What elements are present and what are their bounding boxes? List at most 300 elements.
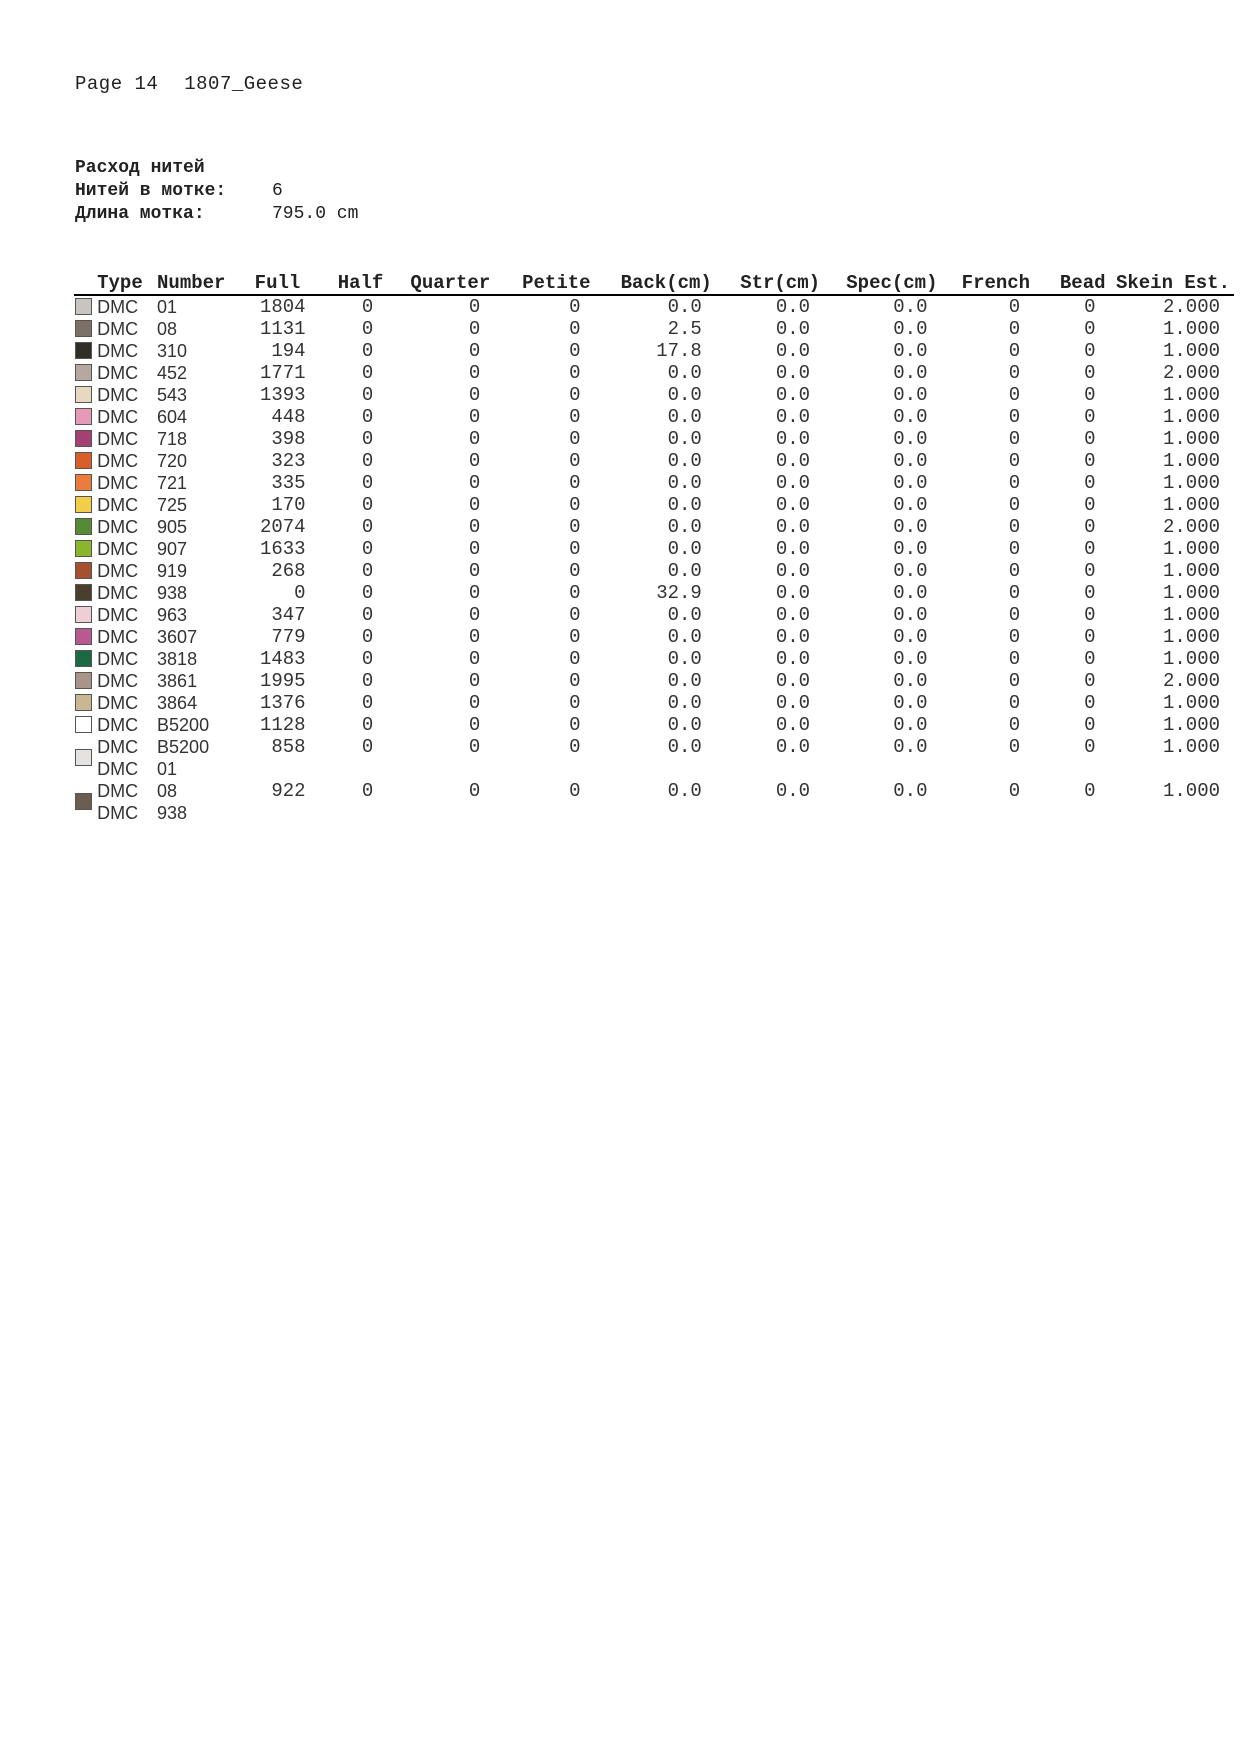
cell-petite: 0 — [569, 582, 581, 604]
thread-number: 604 — [157, 407, 188, 427]
cell-back: 2.5 — [667, 318, 702, 340]
cell-full: 1633 — [259, 538, 306, 560]
cell-skein: 1.000 — [1162, 340, 1220, 362]
cell-bead: 0 — [1084, 736, 1096, 758]
cell-back: 0.0 — [667, 406, 702, 428]
cell-full: 2074 — [259, 516, 306, 538]
cell-back: 0.0 — [667, 714, 702, 736]
thread-number: 3818 — [157, 649, 198, 669]
cell-back: 0.0 — [667, 604, 702, 626]
color-swatch-cell — [74, 340, 97, 362]
cell-petite: 0 — [569, 670, 581, 692]
cell-french: 0 — [1008, 670, 1021, 692]
cell-french: 0 — [1008, 780, 1021, 802]
cell-skein: 2.000 — [1162, 296, 1220, 318]
thread-summary — [75, 157, 358, 226]
cell-skein: 1.000 — [1162, 582, 1220, 604]
cell-french: 0 — [1008, 560, 1021, 582]
cell-spec: 0.0 — [893, 450, 928, 472]
blend-row — [74, 780, 1234, 824]
cell-skein: 1.000 — [1162, 626, 1220, 648]
color-swatch-cell — [74, 318, 97, 340]
cell-quarter: 0 — [468, 714, 481, 736]
cell-str: 0.0 — [775, 428, 811, 450]
cell-quarter: 0 — [468, 670, 481, 692]
cell-spec: 0.0 — [893, 428, 928, 450]
cell-quarter: 0 — [468, 604, 481, 626]
cell-petite: 0 — [569, 384, 581, 406]
cell-back: 0.0 — [667, 538, 702, 560]
cell-bead: 0 — [1084, 296, 1096, 318]
cell-quarter: 0 — [468, 450, 481, 472]
thread-number: 963 — [157, 605, 188, 625]
blend-number-2: 938 — [157, 803, 188, 823]
cell-quarter: 0 — [468, 362, 481, 384]
cell-petite: 0 — [569, 714, 581, 736]
cell-skein: 1.000 — [1162, 780, 1220, 802]
cell-half: 0 — [361, 670, 374, 692]
cell-spec: 0.0 — [893, 692, 928, 714]
cell-full: 858 — [271, 736, 306, 758]
thread-type: DMC — [97, 473, 139, 493]
table-row — [74, 340, 1234, 362]
table-body — [74, 295, 1234, 824]
color-swatch — [75, 749, 92, 766]
table-row — [74, 648, 1234, 670]
cell-petite: 0 — [569, 560, 581, 582]
color-swatch-cell — [74, 692, 97, 714]
cell-full: 1376 — [259, 692, 306, 714]
cell-petite: 0 — [569, 626, 581, 648]
cell-half: 0 — [361, 538, 374, 560]
table-row — [74, 516, 1234, 538]
cell-back: 0.0 — [667, 428, 702, 450]
cell-skein: 2.000 — [1162, 362, 1220, 384]
thread-number: 718 — [157, 429, 188, 449]
cell-bead: 0 — [1084, 538, 1096, 560]
cell-french: 0 — [1008, 296, 1021, 318]
cell-bead: 0 — [1084, 714, 1096, 736]
color-swatch — [75, 672, 92, 689]
color-swatch-cell — [74, 626, 97, 648]
thread-type: DMC — [97, 561, 139, 581]
blend-type-1: DMC — [97, 737, 139, 757]
table-row — [74, 362, 1234, 384]
cell-back: 0.0 — [667, 516, 702, 538]
cell-petite: 0 — [569, 538, 581, 560]
cell-full: 335 — [271, 472, 306, 494]
thread-type: DMC — [97, 319, 139, 339]
table-row — [74, 428, 1234, 450]
thread-type: DMC — [97, 297, 139, 317]
cell-half: 0 — [361, 296, 374, 318]
thread-type: DMC — [97, 341, 139, 361]
color-swatch — [75, 628, 92, 645]
cell-str: 0.0 — [775, 340, 811, 362]
cell-half: 0 — [361, 428, 374, 450]
cell-bead: 0 — [1084, 340, 1096, 362]
thread-number: 452 — [157, 363, 188, 383]
color-swatch-cell — [74, 362, 97, 384]
cell-half: 0 — [361, 384, 374, 406]
thread-number — [157, 736, 235, 780]
cell-str: 0.0 — [775, 714, 811, 736]
cell-french: 0 — [1008, 626, 1021, 648]
color-swatch-cell — [74, 714, 97, 736]
cell-spec: 0.0 — [893, 626, 928, 648]
cell-half: 0 — [361, 626, 374, 648]
cell-back: 0.0 — [667, 450, 702, 472]
cell-str: 0.0 — [775, 406, 811, 428]
cell-spec: 0.0 — [893, 560, 928, 582]
strands-value: 6 — [272, 181, 283, 201]
cell-bead: 0 — [1084, 362, 1096, 384]
cell-spec: 0.0 — [893, 648, 928, 670]
color-swatch-cell — [74, 648, 97, 670]
cell-bead: 0 — [1084, 582, 1096, 604]
cell-quarter: 0 — [468, 428, 481, 450]
thread-number: 3861 — [157, 671, 198, 691]
cell-french: 0 — [1008, 406, 1021, 428]
cell-full: 1771 — [259, 362, 306, 384]
cell-half: 0 — [361, 318, 374, 340]
header-french: French — [941, 268, 1034, 295]
thread-type: DMC — [97, 583, 139, 603]
cell-quarter: 0 — [468, 692, 481, 714]
cell-full: 194 — [271, 340, 306, 362]
cell-french: 0 — [1008, 736, 1021, 758]
cell-half: 0 — [361, 604, 374, 626]
thread-type: DMC — [97, 649, 139, 669]
header-type: Type — [97, 268, 157, 295]
thread-type: DMC — [97, 385, 139, 405]
cell-french: 0 — [1008, 648, 1021, 670]
cell-spec: 0.0 — [893, 406, 928, 428]
cell-half: 0 — [361, 494, 374, 516]
thread-type: DMC — [97, 517, 139, 537]
cell-half: 0 — [361, 450, 374, 472]
cell-full: 347 — [271, 604, 306, 626]
cell-quarter: 0 — [468, 626, 481, 648]
blend-type-1: DMC — [97, 781, 139, 801]
cell-bead: 0 — [1084, 494, 1096, 516]
cell-skein: 1.000 — [1162, 472, 1220, 494]
color-swatch — [75, 562, 92, 579]
cell-skein: 1.000 — [1162, 714, 1220, 736]
cell-half: 0 — [361, 472, 374, 494]
cell-petite: 0 — [569, 494, 581, 516]
cell-bead: 0 — [1084, 560, 1096, 582]
cell-skein: 2.000 — [1162, 516, 1220, 538]
cell-bead: 0 — [1084, 450, 1096, 472]
cell-petite: 0 — [569, 362, 581, 384]
header-half: Half — [320, 268, 388, 295]
color-swatch-cell — [74, 406, 97, 428]
header-skein-est: Skein Est. — [1110, 268, 1234, 295]
cell-str: 0.0 — [775, 670, 811, 692]
cell-petite: 0 — [569, 692, 581, 714]
cell-back: 0.0 — [667, 472, 702, 494]
cell-petite: 0 — [569, 604, 581, 626]
table-row — [74, 318, 1234, 340]
page-number: Page 14 — [75, 73, 159, 95]
cell-skein: 1.000 — [1162, 450, 1220, 472]
summary-title: Расход нитей — [75, 158, 205, 178]
blend-number-2: 01 — [157, 759, 178, 779]
cell-bead: 0 — [1084, 648, 1096, 670]
thread-type: DMC — [97, 671, 139, 691]
color-swatch — [75, 364, 92, 381]
cell-petite: 0 — [569, 406, 581, 428]
cell-skein: 1.000 — [1162, 538, 1220, 560]
blend-row — [74, 736, 1234, 780]
cell-back: 17.8 — [656, 340, 702, 362]
cell-french: 0 — [1008, 384, 1021, 406]
skein-length-value: 795.0 cm — [272, 204, 359, 224]
thread-number: 01 — [157, 297, 178, 317]
cell-french: 0 — [1008, 538, 1021, 560]
cell-french: 0 — [1008, 428, 1021, 450]
cell-petite: 0 — [569, 296, 581, 318]
thread-number: 721 — [157, 473, 188, 493]
cell-back: 0.0 — [667, 560, 702, 582]
table-row — [74, 450, 1234, 472]
cell-full: 1804 — [259, 296, 306, 318]
cell-full: 1995 — [259, 670, 306, 692]
cell-bead: 0 — [1084, 516, 1096, 538]
cell-french: 0 — [1008, 318, 1021, 340]
table-row — [74, 560, 1234, 582]
thread-number — [157, 780, 235, 824]
blend-type-2: DMC — [97, 803, 139, 823]
thread-type: DMC — [97, 693, 139, 713]
table-row — [74, 494, 1234, 516]
color-swatch — [75, 474, 92, 491]
color-swatch-cell — [74, 604, 97, 626]
cell-full: 922 — [271, 780, 306, 802]
header-back: Back(cm) — [595, 268, 716, 295]
thread-type: DMC — [97, 627, 139, 647]
thread-type: DMC — [97, 407, 139, 427]
cell-quarter: 0 — [468, 296, 481, 318]
strands-label: Нитей в мотке: — [75, 181, 227, 201]
color-swatch-cell — [74, 582, 97, 604]
cell-str: 0.0 — [775, 362, 811, 384]
cell-back: 32.9 — [656, 582, 702, 604]
cell-skein: 1.000 — [1162, 494, 1220, 516]
cell-bead: 0 — [1084, 406, 1096, 428]
header-petite: Petite — [494, 268, 594, 295]
cell-spec: 0.0 — [893, 538, 928, 560]
header-full: Full — [235, 268, 319, 295]
cell-spec: 0.0 — [893, 494, 928, 516]
thread-number: 905 — [157, 517, 188, 537]
cell-bead: 0 — [1084, 780, 1096, 802]
cell-half: 0 — [361, 516, 374, 538]
cell-half: 0 — [361, 406, 374, 428]
thread-table — [74, 268, 1234, 824]
cell-half: 0 — [361, 692, 374, 714]
cell-bead: 0 — [1084, 626, 1096, 648]
header-str: Str(cm) — [716, 268, 824, 295]
blend-type-2: DMC — [97, 759, 139, 779]
cell-french: 0 — [1008, 472, 1021, 494]
thread-number: 725 — [157, 495, 188, 515]
table-row — [74, 538, 1234, 560]
cell-french: 0 — [1008, 494, 1021, 516]
table-row — [74, 670, 1234, 692]
cell-quarter: 0 — [468, 538, 481, 560]
header-swatch — [74, 268, 97, 295]
thread-number: 3864 — [157, 693, 198, 713]
cell-half: 0 — [361, 362, 374, 384]
cell-spec: 0.0 — [893, 582, 928, 604]
cell-back: 0.0 — [667, 780, 702, 802]
color-swatch-cell — [74, 560, 97, 582]
cell-bead: 0 — [1084, 670, 1096, 692]
cell-bead: 0 — [1084, 384, 1096, 406]
cell-bead: 0 — [1084, 692, 1096, 714]
cell-str: 0.0 — [775, 472, 811, 494]
cell-french: 0 — [1008, 582, 1021, 604]
table-row — [74, 295, 1234, 318]
color-swatch — [75, 342, 92, 359]
strands-row — [75, 180, 358, 203]
thread-type: DMC — [97, 715, 139, 735]
cell-str: 0.0 — [775, 780, 811, 802]
cell-quarter: 0 — [468, 780, 481, 802]
cell-skein: 1.000 — [1162, 604, 1220, 626]
color-swatch-cell — [74, 494, 97, 516]
cell-spec: 0.0 — [893, 472, 928, 494]
cell-quarter: 0 — [468, 560, 481, 582]
cell-quarter: 0 — [468, 340, 481, 362]
header-quarter: Quarter — [387, 268, 494, 295]
skein-length-label: Длина мотка: — [75, 204, 205, 224]
cell-french: 0 — [1008, 714, 1021, 736]
cell-spec: 0.0 — [893, 604, 928, 626]
cell-full: 0 — [294, 582, 306, 604]
thread-number: 543 — [157, 385, 188, 405]
color-swatch — [75, 452, 92, 469]
cell-petite: 0 — [569, 780, 581, 802]
color-swatch-cell — [74, 538, 97, 560]
cell-str: 0.0 — [775, 318, 811, 340]
cell-full: 268 — [271, 560, 306, 582]
cell-full: 170 — [271, 494, 306, 516]
blend-number-1: 08 — [157, 781, 178, 801]
table-row — [74, 604, 1234, 626]
cell-petite: 0 — [569, 648, 581, 670]
cell-french: 0 — [1008, 604, 1021, 626]
cell-str: 0.0 — [775, 582, 811, 604]
cell-skein: 2.000 — [1162, 670, 1220, 692]
cell-petite: 0 — [569, 318, 581, 340]
cell-skein: 1.000 — [1162, 736, 1220, 758]
cell-bead: 0 — [1084, 604, 1096, 626]
thread-type: DMC — [97, 363, 139, 383]
cell-quarter: 0 — [468, 472, 481, 494]
table-row — [74, 714, 1234, 736]
color-swatch — [75, 650, 92, 667]
color-swatch — [75, 540, 92, 557]
thread-number: 919 — [157, 561, 188, 581]
cell-spec: 0.0 — [893, 670, 928, 692]
cell-half: 0 — [361, 340, 374, 362]
table-row — [74, 692, 1234, 714]
cell-spec: 0.0 — [893, 516, 928, 538]
color-swatch-cell — [74, 736, 97, 780]
color-swatch-cell — [74, 428, 97, 450]
cell-back: 0.0 — [667, 736, 702, 758]
cell-skein: 1.000 — [1162, 318, 1220, 340]
table-row — [74, 406, 1234, 428]
cell-quarter: 0 — [468, 318, 481, 340]
color-swatch — [75, 430, 92, 447]
cell-spec: 0.0 — [893, 340, 928, 362]
thread-type: DMC — [97, 495, 139, 515]
color-swatch — [75, 793, 92, 810]
cell-half: 0 — [361, 560, 374, 582]
header-number: Number — [157, 268, 235, 295]
cell-str: 0.0 — [775, 626, 811, 648]
cell-str: 0.0 — [775, 450, 811, 472]
color-swatch — [75, 716, 92, 733]
color-swatch-cell — [74, 384, 97, 406]
cell-back: 0.0 — [667, 648, 702, 670]
color-swatch-cell — [74, 670, 97, 692]
thread-number: 08 — [157, 319, 178, 339]
color-swatch — [75, 518, 92, 535]
cell-skein: 1.000 — [1162, 406, 1220, 428]
thread-type: DMC — [97, 429, 139, 449]
cell-str: 0.0 — [775, 516, 811, 538]
cell-back: 0.0 — [667, 692, 702, 714]
cell-full: 779 — [271, 626, 306, 648]
color-swatch-cell — [74, 295, 97, 318]
blend-number-1: B5200 — [157, 737, 210, 757]
cell-back: 0.0 — [667, 384, 702, 406]
cell-str: 0.0 — [775, 296, 811, 318]
header-spec: Spec(cm) — [824, 268, 941, 295]
cell-back: 0.0 — [667, 670, 702, 692]
cell-skein: 1.000 — [1162, 560, 1220, 582]
cell-quarter: 0 — [468, 736, 481, 758]
cell-french: 0 — [1008, 340, 1021, 362]
cell-half: 0 — [361, 714, 374, 736]
color-swatch — [75, 584, 92, 601]
cell-bead: 0 — [1084, 318, 1096, 340]
cell-petite: 0 — [569, 428, 581, 450]
cell-str: 0.0 — [775, 648, 811, 670]
cell-str: 0.0 — [775, 604, 811, 626]
color-swatch — [75, 496, 92, 513]
thread-type: DMC — [97, 451, 139, 471]
cell-french: 0 — [1008, 516, 1021, 538]
cell-spec: 0.0 — [893, 318, 928, 340]
cell-french: 0 — [1008, 450, 1021, 472]
cell-skein: 1.000 — [1162, 428, 1220, 450]
thread-type: DMC — [97, 605, 139, 625]
cell-petite: 0 — [569, 736, 581, 758]
cell-str: 0.0 — [775, 560, 811, 582]
cell-bead: 0 — [1084, 472, 1096, 494]
cell-full: 1131 — [259, 318, 306, 340]
thread-type — [97, 736, 157, 780]
cell-full: 1128 — [259, 714, 306, 736]
cell-str: 0.0 — [775, 538, 811, 560]
cell-french: 0 — [1008, 362, 1021, 384]
